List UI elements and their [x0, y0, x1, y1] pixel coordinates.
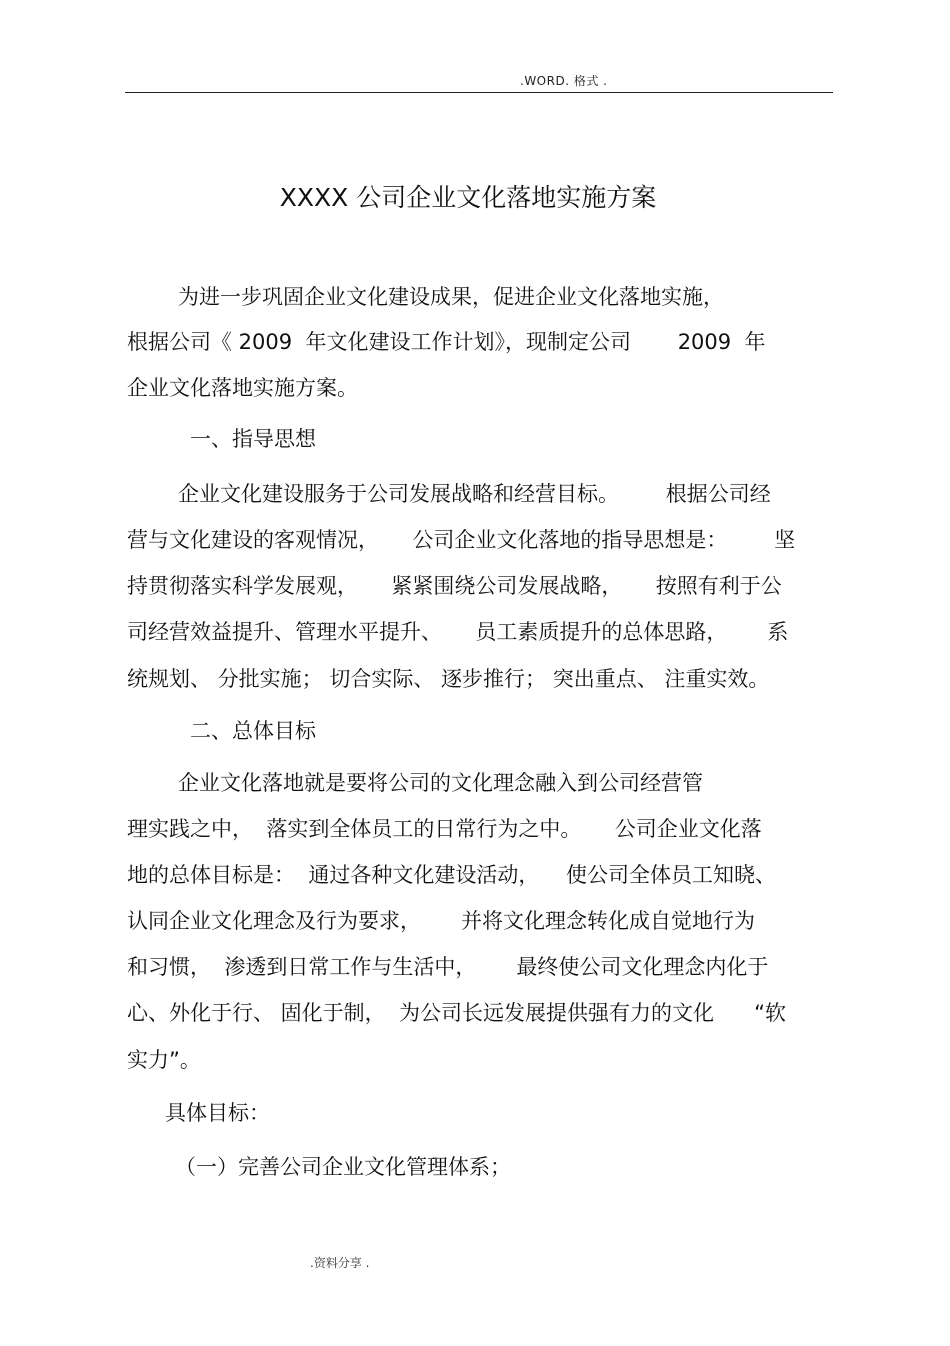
- page-footer: .资料分享 .: [310, 1256, 370, 1270]
- paragraph-line: 和习惯， 渗透到日常工作与生活中， 最终使公司文化理念内化于: [127, 955, 769, 979]
- section-heading-guiding-ideology: 一、指导思想: [190, 427, 316, 451]
- paragraph-line: 统规划、 分批实施； 切合实际、 逐步推行； 突出重点、 注重实效。: [127, 667, 770, 691]
- paragraph-line: 企业文化建设服务于公司发展战略和经营目标。 根据公司经: [178, 482, 771, 506]
- paragraph-line: 营与文化建设的客观情况， 公司企业文化落地的指导思想是： 坚: [127, 528, 796, 552]
- paragraph-line: 认同企业文化理念及行为要求， 并将文化理念转化成自觉地行为: [127, 909, 756, 933]
- specific-goals-label: 具体目标：: [165, 1101, 270, 1125]
- paragraph-line: 司经营效益提升、管理水平提升、 员工素质提升的总体思路， 系: [127, 620, 789, 644]
- goal-item-1: （一）完善公司企业文化管理体系；: [175, 1155, 511, 1179]
- paragraph-line: 持贯彻落实科学发展观， 紧紧围绕公司发展战略， 按照有利于公: [127, 574, 782, 598]
- header-divider: [125, 92, 833, 93]
- paragraph-line: 实力”。: [127, 1048, 201, 1072]
- intro-line: 根据公司《 2009 年文化建设工作计划》，现制定公司 2009 年: [127, 330, 766, 354]
- paragraph-line: 心、外化于行、 固化于制， 为公司长远发展提供强有力的文化 “软: [127, 1001, 786, 1025]
- document-title: XXXX 公司企业文化落地实施方案: [279, 183, 657, 212]
- paragraph-line: 理实践之中， 落实到全体员工的日常行为之中。 公司企业文化落: [127, 817, 762, 841]
- header-label: .WORD. 格式 .: [520, 74, 608, 88]
- paragraph-line: 企业文化落地就是要将公司的文化理念融入到公司经营管: [178, 771, 703, 795]
- paragraph-line: 地的总体目标是： 通过各种文化建设活动， 使公司全体员工知晓、: [127, 863, 777, 887]
- intro-line: 企业文化落地实施方案。: [127, 376, 358, 400]
- intro-line: 为进一步巩固企业文化建设成果，促进企业文化落地实施，: [178, 285, 724, 309]
- section-heading-overall-goal: 二、总体目标: [190, 719, 316, 743]
